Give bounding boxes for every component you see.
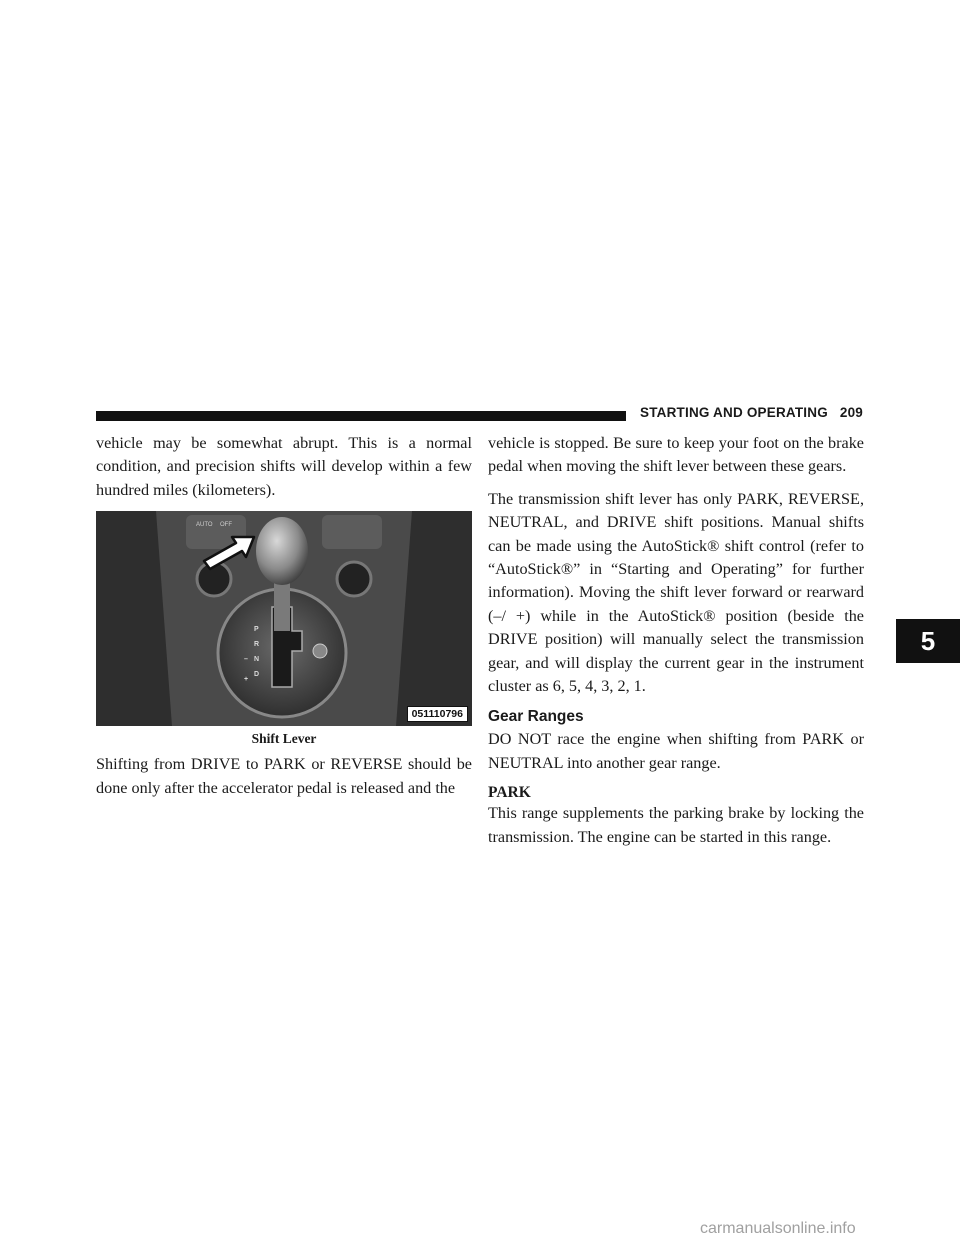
- gate-label-n: N: [254, 656, 260, 664]
- right-column: [488, 432, 864, 858]
- header-rule: [96, 411, 626, 421]
- left-paragraph-2: Shifting from DRIVE to PARK or REVERSE should be done only after the accelerator pedal is released and the: [96, 755, 472, 797]
- watermark: carmanualsonline.info: [700, 1220, 856, 1237]
- cupholder-right: [337, 562, 371, 596]
- gate-label-d: D: [254, 671, 260, 679]
- left-paragraph-1: vehicle may be somewhat abrupt. This is a normal condition, and precision shifts will develop within a few hundred miles (kilometers).: [96, 434, 472, 499]
- right-paragraph-1: vehicle is stopped. Be sure to keep your foot on the brake pedal when moving the shift lever between these gears.: [488, 434, 864, 476]
- auto-button-label: AUTO: [196, 522, 213, 529]
- figure-caption: Shift Lever: [251, 731, 317, 747]
- left-column: [96, 432, 472, 809]
- gate-label-p: P: [254, 626, 259, 634]
- running-header: [640, 405, 864, 420]
- heading-gear-ranges: Gear Ranges: [488, 708, 584, 726]
- section-title: STARTING AND OPERATING: [640, 405, 828, 420]
- chapter-tab: 5: [896, 619, 960, 663]
- figure-code: 051110796: [407, 706, 468, 722]
- right-paragraph-4: This range supplements the parking brake by locking the transmission. The engine can be started in this range.: [488, 804, 864, 846]
- shift-lever-illustration: [96, 511, 472, 726]
- heading-park: PARK: [488, 784, 531, 802]
- shift-lock-button: [313, 644, 327, 658]
- right-paragraph-2: The transmission shift lever has only PARK, REVERSE, NEUTRAL, and DRIVE shift positions. Manual shifts can be made using the AutoStick® shift control (refer to “AutoStick®” in “Starting and Operating” for further information). Moving the shift lever forward or rearward (–/ +) while in the AutoStick® position (beside the DRIVE position) will manually select the transmission gear, and will display the current gear in the instrument cluster as 6, 5, 4, 3, 2, 1.: [488, 489, 864, 696]
- shift-knob: [256, 517, 308, 585]
- gate-label-minus: –: [244, 656, 248, 664]
- off-button-label: OFF: [220, 522, 232, 529]
- gate-label-plus: +: [244, 676, 249, 684]
- page-number: 209: [839, 405, 863, 420]
- climate-panel-right: [322, 515, 382, 549]
- gate-label-r: R: [254, 641, 260, 649]
- right-paragraph-3: DO NOT race the engine when shifting from PARK or NEUTRAL into another gear range.: [488, 730, 864, 772]
- shift-lever-figure: [96, 511, 472, 726]
